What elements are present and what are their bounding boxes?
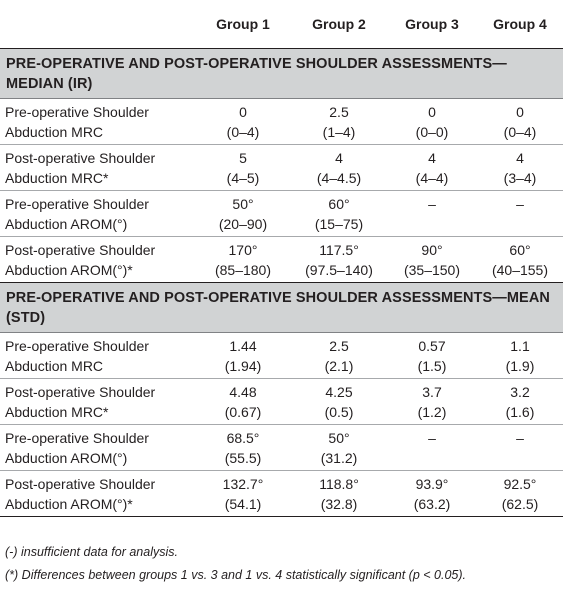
cell-value: 0 <box>516 104 524 120</box>
row-label <box>0 145 195 191</box>
cell-value: 0 <box>239 104 247 120</box>
row-label-line: Post-operative Shoulder <box>5 242 156 258</box>
section-header-row <box>0 283 563 333</box>
cell-group-1 <box>195 333 291 379</box>
cell-value: 50° <box>328 430 350 446</box>
cell-group-4 <box>477 425 563 471</box>
section-title: PRE-OPERATIVE AND POST-OPERATIVE SHOULDER ASSESSMENTS—MEDIAN (IR) <box>0 49 563 99</box>
section-header-row <box>0 49 563 99</box>
cell-value: 4 <box>428 150 436 166</box>
row-label <box>0 471 195 517</box>
cell-group-2 <box>291 333 387 379</box>
cell-group-2 <box>291 191 387 237</box>
row-label-line: Post-operative Shoulder <box>5 150 156 166</box>
header-group-4: Group 4 <box>493 16 547 32</box>
cell-range: (1.5) <box>417 358 447 374</box>
cell-group-3 <box>387 191 477 237</box>
cell-range: (20–90) <box>218 216 268 232</box>
cell-value: 170° <box>228 242 258 258</box>
cell-group-4 <box>477 145 563 191</box>
cell-value: 132.7° <box>222 476 264 492</box>
cell-range: (1.2) <box>417 404 447 420</box>
row-label <box>0 333 195 379</box>
row-label <box>0 99 195 145</box>
cell-range: (0–4) <box>503 124 537 140</box>
cell-range <box>477 214 563 234</box>
table-row <box>0 237 563 283</box>
cell-value: 0.57 <box>418 338 446 354</box>
row-label-line: Pre-operative Shoulder <box>5 104 149 120</box>
cell-value: 4.25 <box>325 384 353 400</box>
cell-value: 4 <box>516 150 524 166</box>
cell-range: (31.2) <box>320 450 358 466</box>
cell-group-1 <box>195 425 291 471</box>
cell-value: – <box>516 430 524 446</box>
row-label-line: Abduction MRC <box>5 124 104 140</box>
cell-value: 0 <box>428 104 436 120</box>
header-group-3: Group 3 <box>405 16 459 32</box>
table-footnotes <box>5 541 466 587</box>
row-label-line: Post-operative Shoulder <box>5 384 156 400</box>
cell-group-4 <box>477 237 563 283</box>
table-row <box>0 191 563 237</box>
cell-group-3 <box>387 471 477 517</box>
cell-group-4 <box>477 379 563 425</box>
cell-value: 3.2 <box>510 384 530 400</box>
cell-group-2 <box>291 145 387 191</box>
cell-range: (0.67) <box>224 404 262 420</box>
row-label-line: Pre-operative Shoulder <box>5 196 149 212</box>
cell-group-4 <box>477 333 563 379</box>
row-label-line: Abduction MRC* <box>5 170 109 186</box>
row-label-line: Abduction MRC <box>5 358 104 374</box>
row-label <box>0 425 195 471</box>
footnote-insufficient-data: (-) insufficient data for analysis. <box>5 545 178 559</box>
header-group-1: Group 1 <box>216 16 270 32</box>
table-row <box>0 145 563 191</box>
cell-group-2 <box>291 425 387 471</box>
cell-range: (55.5) <box>224 450 262 466</box>
cell-range: (32.8) <box>320 496 358 512</box>
cell-range: (1–4) <box>322 124 356 140</box>
header-empty <box>0 0 195 49</box>
cell-value: 3.7 <box>422 384 442 400</box>
table-header-row <box>0 0 563 49</box>
cell-value: – <box>428 430 436 446</box>
row-label <box>0 379 195 425</box>
header-group-2: Group 2 <box>312 16 366 32</box>
cell-range: (4–4) <box>415 170 449 186</box>
row-label-line: Post-operative Shoulder <box>5 476 156 492</box>
row-label-line: Abduction AROM(°) <box>5 216 128 232</box>
cell-group-2 <box>291 379 387 425</box>
cell-value: 1.1 <box>510 338 530 354</box>
cell-group-1 <box>195 237 291 283</box>
cell-range: (0.5) <box>324 404 354 420</box>
table-row <box>0 333 563 379</box>
cell-value: 50° <box>232 196 254 212</box>
cell-range: (35–150) <box>403 262 461 278</box>
cell-value: 2.5 <box>329 104 349 120</box>
cell-value: 92.5° <box>503 476 537 492</box>
cell-group-3 <box>387 145 477 191</box>
table-row <box>0 379 563 425</box>
cell-group-1 <box>195 99 291 145</box>
row-label-line: Abduction MRC* <box>5 404 109 420</box>
cell-group-1 <box>195 145 291 191</box>
cell-range: (3–4) <box>503 170 537 186</box>
cell-range: (63.2) <box>413 496 451 512</box>
row-label-line: Pre-operative Shoulder <box>5 430 149 446</box>
table-row <box>0 99 563 145</box>
cell-group-4 <box>477 99 563 145</box>
cell-group-1 <box>195 191 291 237</box>
cell-group-3 <box>387 379 477 425</box>
cell-group-2 <box>291 471 387 517</box>
cell-range: (62.5) <box>501 496 539 512</box>
cell-range: (15–75) <box>314 216 364 232</box>
row-label <box>0 237 195 283</box>
cell-value: 90° <box>421 242 443 258</box>
cell-range: (40–155) <box>491 262 549 278</box>
cell-value: 2.5 <box>329 338 349 354</box>
cell-group-3 <box>387 237 477 283</box>
cell-value: 1.44 <box>229 338 257 354</box>
footnote-significance: (*) Differences between groups 1 vs. 3 and 1 vs. 4 statistically significant (p < 0.05). <box>5 568 466 582</box>
cell-group-3 <box>387 99 477 145</box>
cell-value: 117.5° <box>319 242 359 258</box>
cell-group-2 <box>291 237 387 283</box>
cell-range: (4–5) <box>226 170 260 186</box>
cell-range: (0–0) <box>415 124 449 140</box>
cell-range: (85–180) <box>214 262 272 278</box>
cell-value: – <box>428 196 436 212</box>
cell-group-3 <box>387 425 477 471</box>
cell-group-4 <box>477 471 563 517</box>
cell-range <box>477 448 563 468</box>
cell-range: (97.5–140) <box>305 262 373 278</box>
cell-range: (0–4) <box>226 124 260 140</box>
cell-group-3 <box>387 333 477 379</box>
cell-group-4 <box>477 191 563 237</box>
cell-range: (54.1) <box>224 496 262 512</box>
cell-range: (1.94) <box>224 358 262 374</box>
row-label-line: Abduction AROM(°) <box>5 450 128 466</box>
cell-range: (2.1) <box>324 358 354 374</box>
row-label-line: Abduction AROM(°)* <box>5 262 133 278</box>
row-label-line: Pre-operative Shoulder <box>5 338 149 354</box>
table-row <box>0 471 563 517</box>
cell-range: (4–4.5) <box>316 170 362 186</box>
cell-value: 60° <box>328 196 350 212</box>
cell-range: (1.9) <box>505 358 535 374</box>
cell-value: 4 <box>335 150 343 166</box>
row-label-line: Abduction AROM(°)* <box>5 496 133 512</box>
row-label <box>0 191 195 237</box>
section-title: PRE-OPERATIVE AND POST-OPERATIVE SHOULDER ASSESSMENTS—MEAN (STD) <box>0 283 563 333</box>
cell-range <box>387 448 477 468</box>
cell-value: 60° <box>509 242 531 258</box>
cell-range <box>387 214 477 234</box>
cell-value: 5 <box>239 150 247 166</box>
cell-value: 93.9° <box>415 476 449 492</box>
cell-group-2 <box>291 99 387 145</box>
cell-range: (1.6) <box>505 404 535 420</box>
cell-value: 118.8° <box>319 476 359 492</box>
cell-group-1 <box>195 471 291 517</box>
table-row <box>0 425 563 471</box>
cell-value: 68.5° <box>226 430 260 446</box>
cell-value: 4.48 <box>229 384 257 400</box>
cell-value: – <box>516 196 524 212</box>
cell-group-1 <box>195 379 291 425</box>
